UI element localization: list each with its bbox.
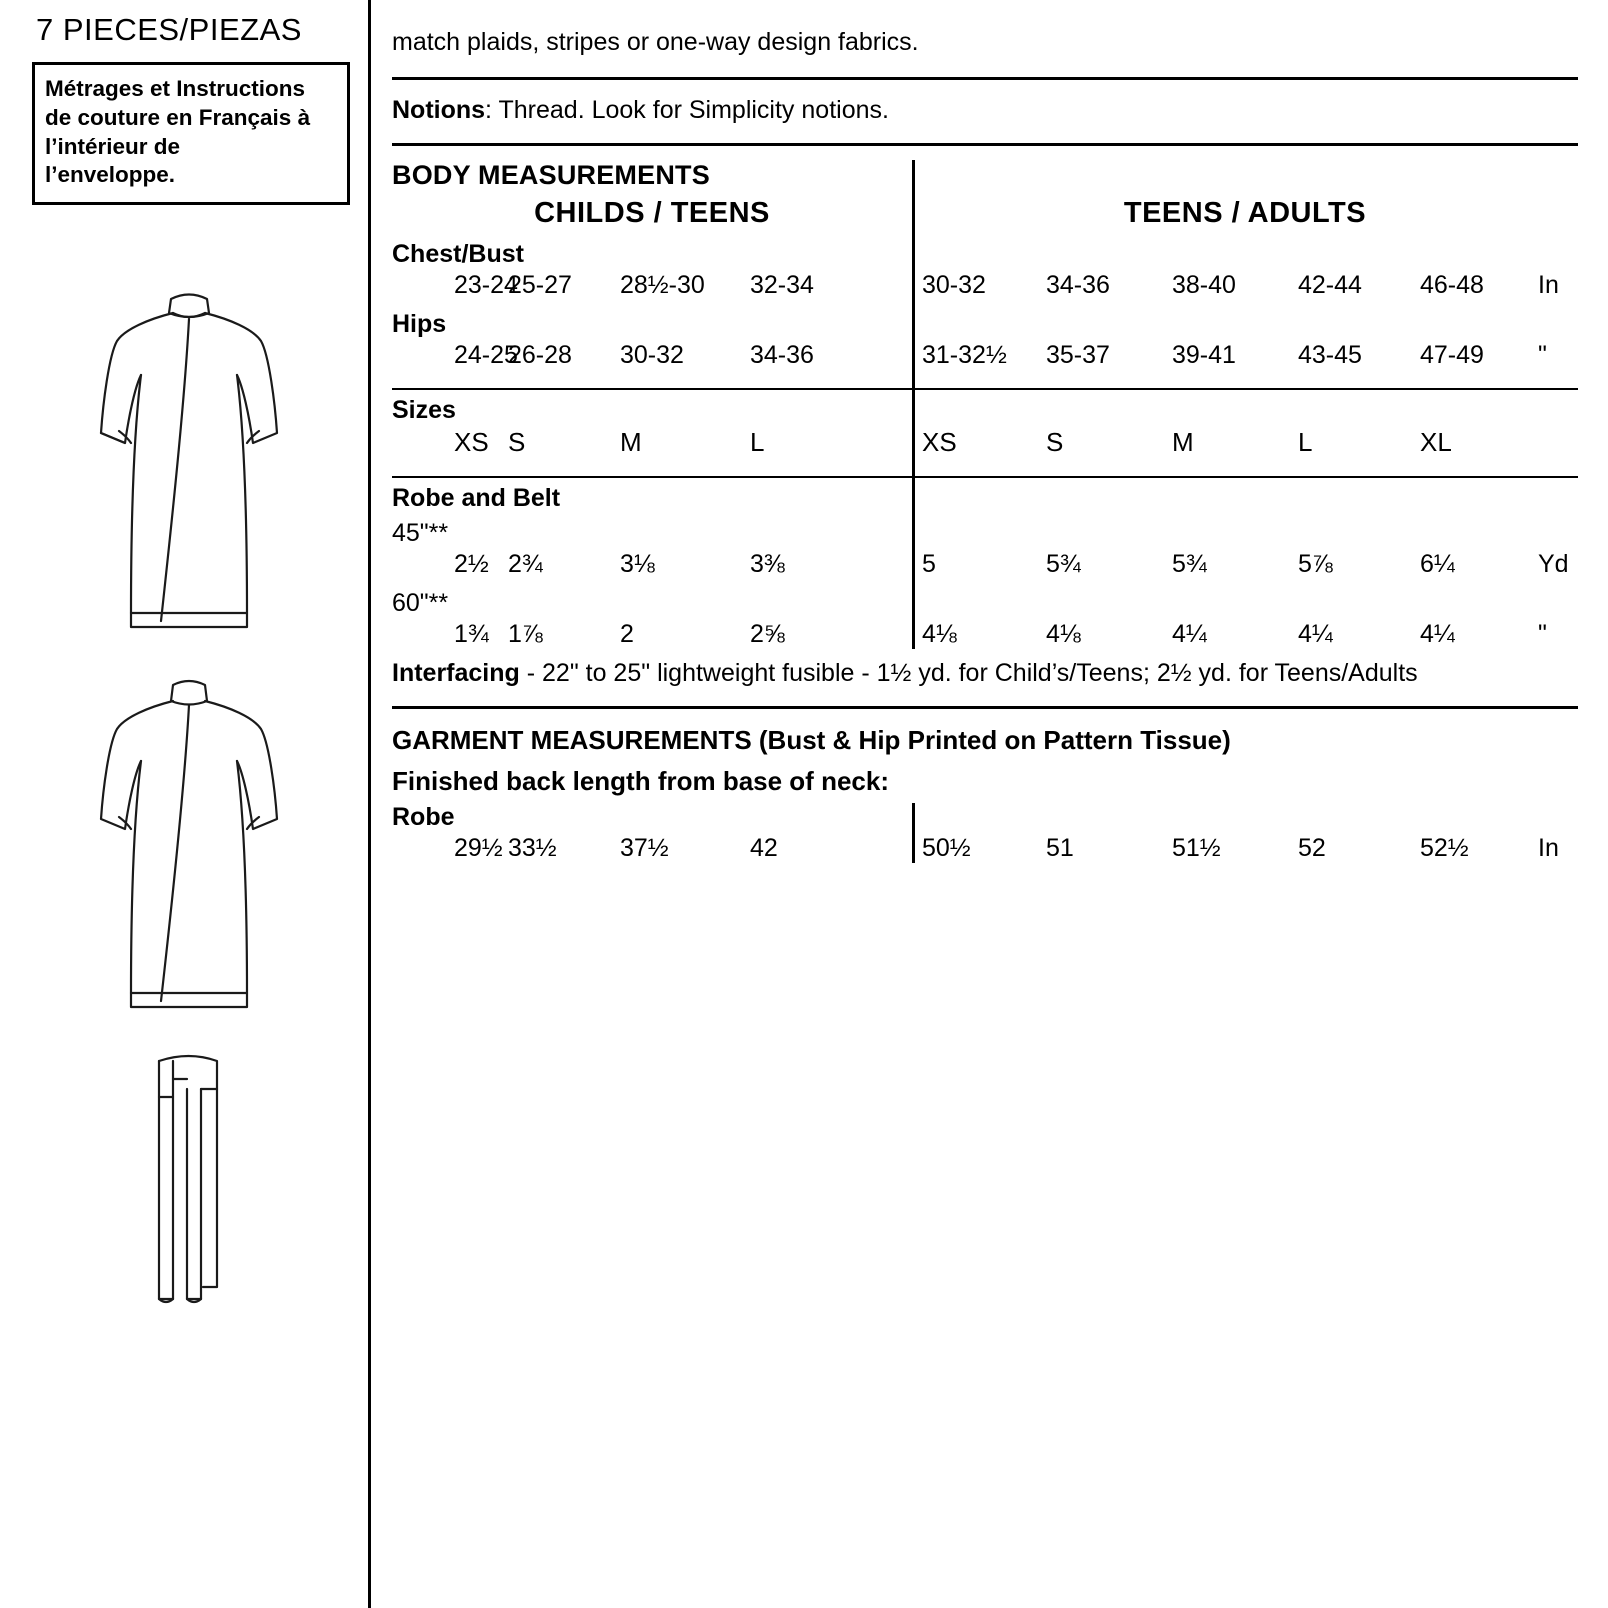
right-column <box>368 0 1608 1608</box>
french-instructions-box <box>32 62 350 205</box>
robe-and-belt-label: Robe and Belt <box>392 483 561 512</box>
hips-right-xl: 47-49 <box>1420 340 1484 369</box>
hips-unit: " <box>1538 340 1547 369</box>
french-line-1: Métrages et Instructions <box>45 76 306 101</box>
yardage-60-row <box>392 620 1578 649</box>
rule-before-sizes <box>392 388 1578 390</box>
yardage-45-row <box>392 550 1578 579</box>
hips-right-s: 35-37 <box>1046 340 1110 369</box>
chest-unit: In <box>1538 270 1559 299</box>
robe-left-m: 37½ <box>620 833 669 862</box>
yd45-left-xs: 2½ <box>454 549 489 578</box>
hips-right-l: 43-45 <box>1298 340 1362 369</box>
chest-bust-label: Chest/Bust <box>392 239 524 268</box>
hips-right-xs: 31-32½ <box>922 340 1007 369</box>
yd60-right-s: 4⅛ <box>1046 619 1081 648</box>
robe-right-s: 51 <box>1046 833 1074 862</box>
chest-right-l: 42-44 <box>1298 270 1362 299</box>
robe-left-l: 42 <box>750 833 778 862</box>
chest-right-xs: 30-32 <box>922 270 986 299</box>
hips-left-l: 34-36 <box>750 340 814 369</box>
yd45-left-l: 3⅜ <box>750 549 785 578</box>
notions-text: : Thread. Look for Simplicity notions. <box>485 95 889 124</box>
chest-left-l: 32-34 <box>750 270 814 299</box>
hips-left-s: 26-28 <box>508 340 572 369</box>
garment-measurements-title: GARMENT MEASUREMENTS (Bust & Hip Printed on Pattern Tissue) <box>392 724 1231 755</box>
yd45-right-m: 5¾ <box>1172 549 1207 578</box>
size-left-xs: XS <box>454 426 489 457</box>
robe-front-view-icon <box>89 283 289 663</box>
french-line-2: de couture en Français à <box>45 104 311 130</box>
yd45-unit: Yd <box>1538 549 1569 578</box>
yd45-right-xl: 6¼ <box>1420 549 1455 578</box>
rule-after-note <box>392 77 1578 80</box>
chest-left-xs: 23-24 <box>454 270 518 299</box>
french-line-4: l’enveloppe. <box>45 162 176 188</box>
yd45-left-m: 3⅛ <box>620 549 655 578</box>
size-left-m: M <box>620 426 642 457</box>
size-right-xs: XS <box>922 426 957 457</box>
hips-label: Hips <box>392 309 447 338</box>
robe-unit: In <box>1538 833 1559 862</box>
garment-measurements-block <box>392 803 1578 863</box>
hips-left-xs: 24-25 <box>454 340 518 369</box>
french-line-3: l’intérieur de <box>45 133 181 159</box>
rule-before-garment <box>392 706 1578 709</box>
sizes-label: Sizes <box>392 395 456 424</box>
yd45-right-s: 5¾ <box>1046 549 1081 578</box>
robe-right-m: 51½ <box>1172 833 1221 862</box>
width-60-label: 60"** <box>392 588 449 617</box>
chest-right-s: 34-36 <box>1046 270 1110 299</box>
yd60-unit: " <box>1538 619 1547 648</box>
sizes-row <box>392 427 1578 458</box>
hips-left-m: 30-32 <box>620 340 684 369</box>
notions-line <box>392 96 1578 125</box>
rule-before-yardage <box>392 476 1578 478</box>
width-45-label: 45"** <box>392 518 449 547</box>
yd60-right-xl: 4¼ <box>1420 619 1455 648</box>
measurements-vertical-divider <box>912 160 915 649</box>
robe-length-row <box>392 834 1578 863</box>
interfacing-text: - 22" to 25" lightweight fusible - 1½ yd. for Child’s/Teens; 2½ yd. for Teens/Adults <box>519 658 1418 687</box>
chest-right-m: 38-40 <box>1172 270 1236 299</box>
body-measurements-block <box>392 160 1578 649</box>
group-header-childs-teens: CHILDS / TEENS <box>534 196 770 229</box>
belt-view-icon <box>129 1049 249 1309</box>
robe-right-l: 52 <box>1298 833 1326 862</box>
robe-left-s: 33½ <box>508 833 557 862</box>
chest-bust-row <box>392 271 1578 300</box>
notions-label: Notions <box>392 95 486 124</box>
illustrations-group <box>30 283 348 1309</box>
finished-length-label: Finished back length from base of neck: <box>392 765 889 796</box>
interfacing-label: Interfacing <box>392 658 520 687</box>
size-left-l: L <box>750 426 765 457</box>
fabric-note: match plaids, stripes or one-way design fabrics. <box>392 28 919 56</box>
rule-before-measurements <box>392 143 1578 146</box>
pieces-count-title: 7 PIECES/PIEZAS <box>36 12 302 47</box>
size-right-xl: XL <box>1420 426 1452 457</box>
chest-left-m: 28½-30 <box>620 270 705 299</box>
size-right-l: L <box>1298 426 1313 457</box>
size-right-s: S <box>1046 426 1064 457</box>
yd45-left-s: 2¾ <box>508 549 543 578</box>
robe-right-xl: 52½ <box>1420 833 1469 862</box>
robe-left-xs: 29½ <box>454 833 503 862</box>
yd45-right-xs: 5 <box>922 549 936 578</box>
group-header-teens-adults: TEENS / ADULTS <box>1123 196 1367 229</box>
hips-row <box>392 341 1578 370</box>
robe-back-view-icon <box>89 671 289 1041</box>
yd60-left-l: 2⅝ <box>750 619 785 648</box>
garment-vertical-divider <box>912 803 915 863</box>
hips-right-m: 39-41 <box>1172 340 1236 369</box>
body-measurements-title: BODY MEASUREMENTS <box>392 159 710 190</box>
yd60-right-xs: 4⅛ <box>922 619 957 648</box>
left-column <box>0 0 368 1608</box>
interfacing-line <box>392 659 1578 688</box>
yd60-left-xs: 1¾ <box>454 619 489 648</box>
yd60-left-s: 1⅞ <box>508 619 543 648</box>
group-headers-row <box>392 197 1578 230</box>
yd45-right-l: 5⅞ <box>1298 549 1333 578</box>
yd60-right-m: 4¼ <box>1172 619 1207 648</box>
chest-left-s: 25-27 <box>508 270 572 299</box>
robe-row-label: Robe <box>392 802 455 831</box>
yd60-left-m: 2 <box>620 619 634 648</box>
size-right-m: M <box>1172 426 1194 457</box>
robe-right-xs: 50½ <box>922 833 971 862</box>
yd60-right-l: 4¼ <box>1298 619 1333 648</box>
chest-right-xl: 46-48 <box>1420 270 1484 299</box>
size-left-s: S <box>508 426 526 457</box>
